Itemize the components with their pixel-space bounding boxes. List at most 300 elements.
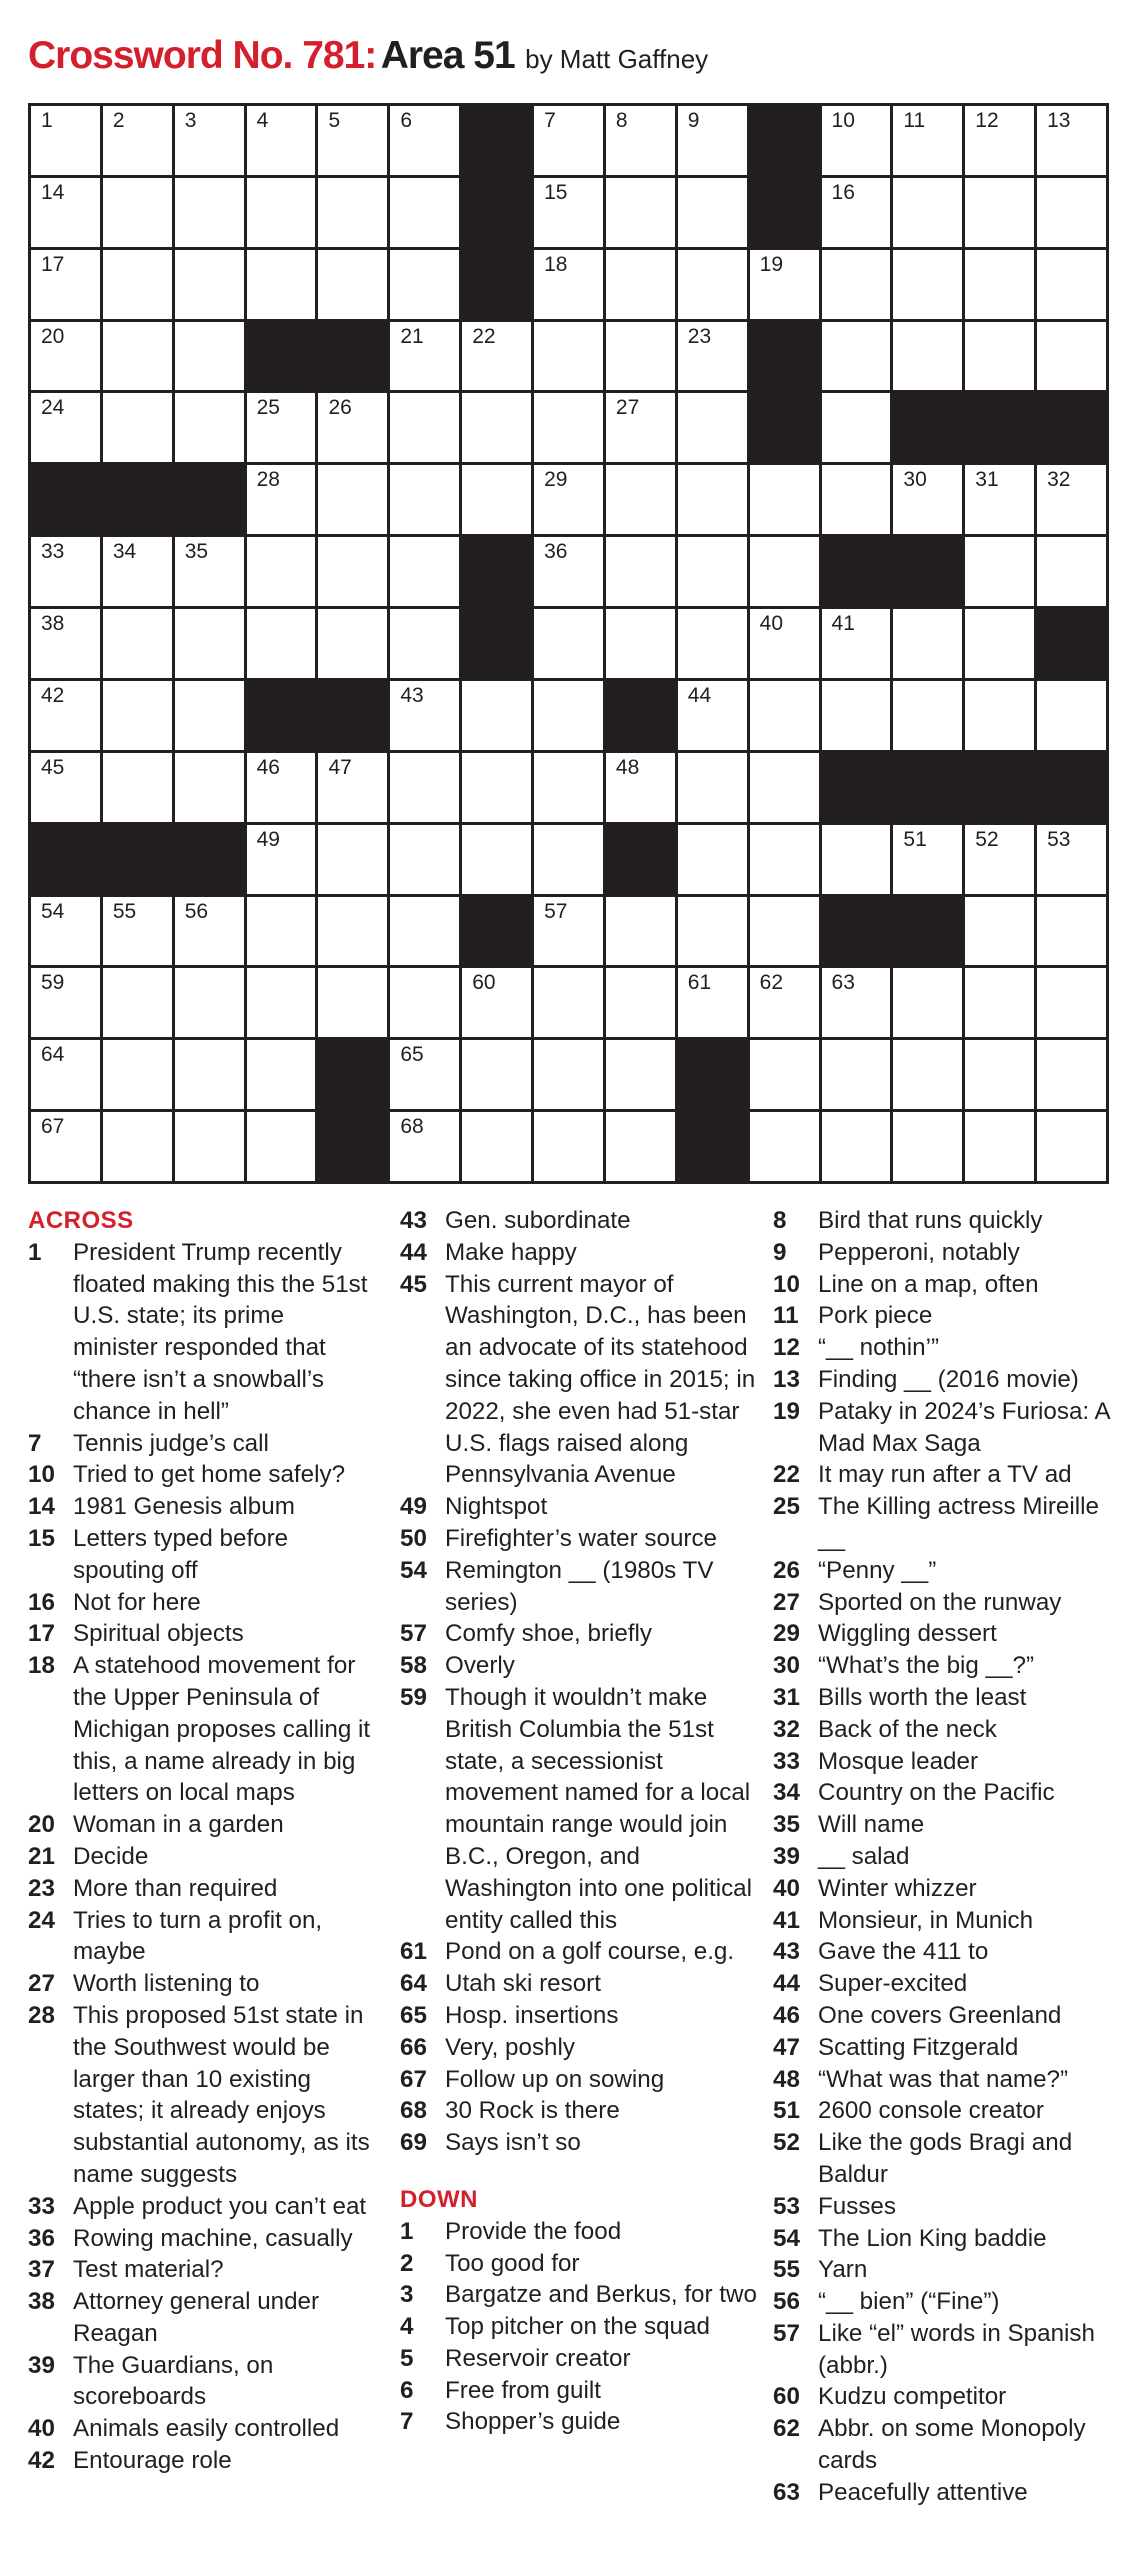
grid-cell[interactable] bbox=[678, 897, 747, 966]
grid-cell[interactable] bbox=[750, 609, 819, 678]
grid-cell[interactable] bbox=[247, 537, 316, 606]
grid-cell[interactable] bbox=[893, 106, 962, 175]
clue-item bbox=[400, 1618, 765, 1650]
grid-cell[interactable] bbox=[31, 897, 100, 966]
cell-number: 4 bbox=[256, 109, 269, 132]
grid-cell[interactable] bbox=[893, 1112, 962, 1181]
clue-number: 21 bbox=[28, 1842, 55, 1870]
grid-cell[interactable] bbox=[247, 897, 316, 966]
clue-text: It may run after a TV ad bbox=[818, 1461, 1072, 1489]
black-square bbox=[318, 1040, 387, 1109]
grid-cell[interactable] bbox=[390, 681, 459, 750]
grid-cell[interactable] bbox=[750, 897, 819, 966]
grid-cell[interactable] bbox=[822, 681, 891, 750]
grid-cell[interactable] bbox=[318, 609, 387, 678]
grid-cell[interactable] bbox=[175, 322, 244, 391]
grid-cell[interactable] bbox=[247, 465, 316, 534]
grid-cell[interactable] bbox=[678, 250, 747, 319]
clue-item bbox=[773, 2223, 1128, 2255]
clue-item bbox=[28, 1650, 373, 1809]
clue-number: 39 bbox=[773, 1842, 800, 1870]
cell-number: 38 bbox=[41, 612, 65, 636]
grid-cell[interactable] bbox=[534, 178, 603, 247]
grid-cell[interactable] bbox=[965, 609, 1034, 678]
grid-cell[interactable] bbox=[175, 106, 244, 175]
grid-cell[interactable] bbox=[390, 753, 459, 822]
grid-cell[interactable] bbox=[390, 106, 459, 175]
clue-item bbox=[773, 2032, 1128, 2064]
clue-column-3 bbox=[773, 1205, 1128, 2509]
clue-item bbox=[773, 1905, 1128, 1937]
cell-number: 67 bbox=[41, 1115, 65, 1139]
grid-cell[interactable] bbox=[822, 322, 891, 391]
grid-cell[interactable] bbox=[462, 681, 531, 750]
black-square bbox=[247, 681, 316, 750]
grid-cell[interactable] bbox=[175, 178, 244, 247]
grid-cell[interactable] bbox=[1037, 681, 1106, 750]
clue-item bbox=[28, 1523, 373, 1587]
grid-cell[interactable] bbox=[750, 825, 819, 894]
grid-cell[interactable] bbox=[678, 106, 747, 175]
grid-cell[interactable] bbox=[31, 393, 100, 462]
clue-text: Free from guilt bbox=[445, 2376, 601, 2404]
grid-cell[interactable] bbox=[606, 1112, 675, 1181]
cell-number: 33 bbox=[41, 540, 65, 564]
grid-cell[interactable] bbox=[318, 465, 387, 534]
grid-cell[interactable] bbox=[606, 393, 675, 462]
clue-text: Utah ski resort bbox=[445, 1970, 601, 1998]
puzzle-header bbox=[28, 34, 708, 82]
grid-cell[interactable] bbox=[390, 825, 459, 894]
clues-section bbox=[28, 1205, 1118, 2545]
grid-cell[interactable] bbox=[678, 178, 747, 247]
cell-number: 46 bbox=[256, 755, 280, 779]
grid-cell[interactable] bbox=[390, 609, 459, 678]
clue-text: Rowing machine, casually bbox=[73, 2224, 353, 2252]
grid-cell[interactable] bbox=[534, 537, 603, 606]
clue-number: 66 bbox=[400, 2033, 427, 2061]
cell-number: 3 bbox=[184, 109, 197, 132]
grid-cell[interactable] bbox=[31, 537, 100, 606]
clue-item bbox=[28, 1459, 373, 1491]
grid-cell[interactable] bbox=[103, 753, 172, 822]
clue-number: 4 bbox=[400, 2313, 414, 2341]
grid-cell[interactable] bbox=[965, 465, 1034, 534]
grid-cell[interactable] bbox=[678, 537, 747, 606]
clue-text: Gen. subordinate bbox=[445, 1207, 631, 1234]
grid-cell[interactable] bbox=[103, 250, 172, 319]
grid-cell[interactable] bbox=[893, 681, 962, 750]
clue-text: Make happy bbox=[445, 1238, 577, 1266]
grid-cell[interactable] bbox=[965, 537, 1034, 606]
grid-cell[interactable] bbox=[822, 1112, 891, 1181]
clue-item bbox=[28, 2413, 373, 2445]
grid-cell[interactable] bbox=[247, 1112, 316, 1181]
grid-cell[interactable] bbox=[893, 1040, 962, 1109]
clue-text: Abbr. on some Monopoly cards bbox=[818, 2415, 1086, 2475]
grid-cell[interactable] bbox=[678, 609, 747, 678]
clue-text: Sported on the runway bbox=[818, 1588, 1062, 1616]
grid-cell[interactable] bbox=[893, 322, 962, 391]
grid-cell[interactable] bbox=[678, 681, 747, 750]
grid-cell[interactable] bbox=[318, 393, 387, 462]
clue-text: Mosque leader bbox=[818, 1747, 979, 1775]
grid-cell[interactable] bbox=[534, 681, 603, 750]
grid-cell[interactable] bbox=[822, 178, 891, 247]
cell-number: 47 bbox=[328, 755, 352, 779]
cell-number: 64 bbox=[41, 1043, 65, 1067]
clue-item bbox=[400, 2216, 765, 2248]
grid-cell[interactable] bbox=[390, 897, 459, 966]
grid-cell[interactable] bbox=[606, 250, 675, 319]
grid-cell[interactable] bbox=[175, 897, 244, 966]
cell-number: 30 bbox=[903, 468, 927, 492]
grid-cell[interactable] bbox=[462, 393, 531, 462]
grid-cell[interactable] bbox=[534, 393, 603, 462]
grid-cell[interactable] bbox=[606, 537, 675, 606]
clue-item bbox=[28, 1841, 373, 1873]
grid-cell[interactable] bbox=[103, 537, 172, 606]
clue-number: 40 bbox=[28, 2415, 55, 2443]
clue-number: 29 bbox=[773, 1620, 800, 1648]
grid-cell[interactable] bbox=[1037, 465, 1106, 534]
clue-item bbox=[773, 1205, 1128, 1237]
grid-cell[interactable] bbox=[175, 681, 244, 750]
grid-cell[interactable] bbox=[965, 897, 1034, 966]
grid-cell[interactable] bbox=[103, 1112, 172, 1181]
grid-cell[interactable] bbox=[175, 250, 244, 319]
cell-number: 12 bbox=[975, 109, 999, 132]
grid-cell[interactable] bbox=[606, 465, 675, 534]
grid-cell[interactable] bbox=[822, 465, 891, 534]
grid-cell[interactable] bbox=[750, 1112, 819, 1181]
grid-cell[interactable] bbox=[893, 609, 962, 678]
grid-cell[interactable] bbox=[822, 1040, 891, 1109]
grid-cell[interactable] bbox=[678, 968, 747, 1037]
grid-cell[interactable] bbox=[822, 968, 891, 1037]
grid-cell[interactable] bbox=[31, 106, 100, 175]
clue-item bbox=[773, 1682, 1128, 1714]
grid-cell[interactable] bbox=[390, 1040, 459, 1109]
grid-cell[interactable] bbox=[31, 1040, 100, 1109]
cell-number: 17 bbox=[41, 252, 65, 276]
cell-number: 24 bbox=[41, 396, 65, 420]
grid-cell[interactable] bbox=[822, 250, 891, 319]
cell-number: 45 bbox=[41, 755, 65, 779]
grid-cell[interactable] bbox=[893, 465, 962, 534]
grid-cell[interactable] bbox=[965, 1040, 1034, 1109]
grid-cell[interactable] bbox=[462, 465, 531, 534]
clue-item bbox=[400, 1936, 765, 1968]
cell-number: 32 bbox=[1047, 468, 1071, 492]
grid-cell[interactable] bbox=[822, 106, 891, 175]
grid-cell[interactable] bbox=[103, 393, 172, 462]
clue-item bbox=[28, 2254, 373, 2286]
clue-text: This current mayor of Washington, D.C., has been an advocate of its statehood since taking office in 2015; in 2022, she even had 51-star U.S. flags raised along Pennsylvania Avenue bbox=[445, 1270, 756, 1489]
grid-cell[interactable] bbox=[390, 250, 459, 319]
cell-number: 18 bbox=[544, 252, 568, 276]
grid-cell[interactable] bbox=[31, 609, 100, 678]
grid-cell[interactable] bbox=[390, 393, 459, 462]
grid-cell[interactable] bbox=[318, 897, 387, 966]
cell-number: 20 bbox=[41, 324, 65, 348]
clue-number: 57 bbox=[773, 2319, 800, 2347]
grid-cell[interactable] bbox=[247, 250, 316, 319]
clue-text: Gave the 411 to bbox=[818, 1938, 989, 1966]
grid-cell[interactable] bbox=[1037, 968, 1106, 1037]
grid-cell[interactable] bbox=[534, 322, 603, 391]
clue-number: 55 bbox=[773, 2256, 800, 2284]
grid-cell[interactable] bbox=[31, 250, 100, 319]
grid-cell[interactable] bbox=[103, 609, 172, 678]
clue-item bbox=[28, 2445, 373, 2477]
grid-cell[interactable] bbox=[606, 1040, 675, 1109]
grid-cell[interactable] bbox=[606, 897, 675, 966]
grid-cell[interactable] bbox=[534, 1112, 603, 1181]
grid-cell[interactable] bbox=[462, 753, 531, 822]
grid-cell[interactable] bbox=[606, 178, 675, 247]
grid-cell[interactable] bbox=[1037, 825, 1106, 894]
grid-cell[interactable] bbox=[606, 106, 675, 175]
grid-cell[interactable] bbox=[318, 825, 387, 894]
grid-cell[interactable] bbox=[534, 897, 603, 966]
clue-item bbox=[400, 1269, 765, 1492]
clue-text: Test material? bbox=[73, 2256, 224, 2284]
grid-cell[interactable] bbox=[247, 178, 316, 247]
grid-cell[interactable] bbox=[1037, 250, 1106, 319]
grid-cell[interactable] bbox=[1037, 322, 1106, 391]
grid-cell[interactable] bbox=[606, 609, 675, 678]
clue-item bbox=[773, 1968, 1128, 2000]
clue-number: 60 bbox=[773, 2383, 800, 2411]
grid-cell[interactable] bbox=[1037, 537, 1106, 606]
clue-item bbox=[28, 1873, 373, 1905]
grid-cell[interactable] bbox=[534, 106, 603, 175]
grid-cell[interactable] bbox=[31, 968, 100, 1037]
cell-number: 31 bbox=[975, 468, 999, 492]
grid-cell[interactable] bbox=[534, 968, 603, 1037]
grid-cell[interactable] bbox=[103, 1040, 172, 1109]
grid-cell[interactable] bbox=[390, 322, 459, 391]
grid-cell[interactable] bbox=[318, 753, 387, 822]
grid-cell[interactable] bbox=[390, 465, 459, 534]
grid-cell[interactable] bbox=[534, 609, 603, 678]
grid-cell[interactable] bbox=[103, 106, 172, 175]
grid-cell[interactable] bbox=[678, 322, 747, 391]
grid-cell[interactable] bbox=[893, 178, 962, 247]
grid-cell[interactable] bbox=[462, 968, 531, 1037]
grid-cell[interactable] bbox=[750, 753, 819, 822]
clue-item bbox=[773, 2127, 1128, 2191]
grid-cell[interactable] bbox=[462, 322, 531, 391]
clue-text: Pataky in 2024’s Furiosa: A Mad Max Saga bbox=[818, 1397, 1110, 1457]
grid-cell[interactable] bbox=[175, 393, 244, 462]
cell-number: 68 bbox=[400, 1115, 424, 1139]
grid-cell[interactable] bbox=[750, 681, 819, 750]
grid-cell[interactable] bbox=[462, 825, 531, 894]
grid-cell[interactable] bbox=[534, 1040, 603, 1109]
grid-cell[interactable] bbox=[678, 753, 747, 822]
clue-item bbox=[400, 1968, 765, 2000]
grid-cell[interactable] bbox=[750, 250, 819, 319]
grid-cell[interactable] bbox=[534, 825, 603, 894]
clue-item bbox=[28, 2223, 373, 2255]
cell-number: 51 bbox=[903, 827, 927, 851]
grid-cell[interactable] bbox=[1037, 897, 1106, 966]
cell-number: 60 bbox=[472, 971, 496, 995]
clue-text: Though it wouldn’t make British Columbia the 51st state, a secessionist movement named for a local mountain range would join B.C., Oregon, and Washington into one political entity called this bbox=[445, 1683, 753, 1934]
clue-column-1 bbox=[28, 1205, 373, 2477]
grid-cell[interactable] bbox=[965, 968, 1034, 1037]
grid-cell[interactable] bbox=[750, 968, 819, 1037]
grid-cell[interactable] bbox=[965, 106, 1034, 175]
clue-text: Bills worth the least bbox=[818, 1683, 1027, 1711]
cell-number: 43 bbox=[400, 683, 424, 707]
grid-cell[interactable] bbox=[534, 250, 603, 319]
grid-cell[interactable] bbox=[31, 681, 100, 750]
grid-cell[interactable] bbox=[606, 322, 675, 391]
grid-cell[interactable] bbox=[247, 753, 316, 822]
grid-cell[interactable] bbox=[462, 1112, 531, 1181]
grid-cell[interactable] bbox=[965, 681, 1034, 750]
clue-number: 44 bbox=[400, 1238, 427, 1266]
clue-text: Will name bbox=[818, 1811, 925, 1839]
grid-cell[interactable] bbox=[103, 968, 172, 1037]
grid-cell[interactable] bbox=[31, 1112, 100, 1181]
grid-cell[interactable] bbox=[247, 609, 316, 678]
grid-cell[interactable] bbox=[31, 753, 100, 822]
black-square bbox=[175, 465, 244, 534]
grid-cell[interactable] bbox=[965, 1112, 1034, 1181]
grid-cell[interactable] bbox=[390, 178, 459, 247]
grid-cell[interactable] bbox=[1037, 1112, 1106, 1181]
clue-item bbox=[28, 2000, 373, 2191]
clue-item bbox=[28, 1587, 373, 1619]
grid-cell[interactable] bbox=[750, 465, 819, 534]
grid-cell[interactable] bbox=[247, 825, 316, 894]
black-square bbox=[462, 178, 531, 247]
grid-cell[interactable] bbox=[247, 106, 316, 175]
grid-cell[interactable] bbox=[750, 537, 819, 606]
grid-cell[interactable] bbox=[318, 250, 387, 319]
grid-cell[interactable] bbox=[678, 393, 747, 462]
grid-cell[interactable] bbox=[31, 178, 100, 247]
clue-item bbox=[400, 1205, 765, 1237]
grid-cell[interactable] bbox=[175, 537, 244, 606]
cell-number: 69 bbox=[687, 1115, 712, 1139]
grid-cell[interactable] bbox=[965, 250, 1034, 319]
clue-item bbox=[773, 1396, 1128, 1460]
grid-cell[interactable] bbox=[822, 825, 891, 894]
clue-number: 1 bbox=[400, 2217, 414, 2245]
black-square bbox=[893, 753, 962, 822]
grid-cell[interactable] bbox=[175, 609, 244, 678]
grid-cell[interactable] bbox=[965, 322, 1034, 391]
clue-number: 69 bbox=[400, 2129, 427, 2157]
grid-cell[interactable] bbox=[318, 537, 387, 606]
grid-cell[interactable] bbox=[103, 322, 172, 391]
grid-cell[interactable] bbox=[390, 1112, 459, 1181]
clue-text: Tried to get home safely? bbox=[73, 1461, 346, 1489]
grid-cell[interactable] bbox=[965, 178, 1034, 247]
clue-item bbox=[28, 2191, 373, 2223]
clue-item bbox=[773, 1364, 1128, 1396]
clue-item bbox=[773, 2000, 1128, 2032]
grid-cell[interactable] bbox=[247, 1040, 316, 1109]
clue-item bbox=[400, 2343, 765, 2375]
clue-number: 68 bbox=[400, 2097, 427, 2125]
black-square bbox=[462, 106, 531, 175]
black-square bbox=[678, 1112, 747, 1181]
grid-cell[interactable] bbox=[318, 178, 387, 247]
grid-cell[interactable] bbox=[534, 753, 603, 822]
grid-cell[interactable] bbox=[606, 753, 675, 822]
grid-cell[interactable] bbox=[893, 250, 962, 319]
grid-cell[interactable] bbox=[750, 1040, 819, 1109]
grid-cell[interactable] bbox=[678, 465, 747, 534]
grid-cell[interactable] bbox=[175, 1040, 244, 1109]
clue-text: Provide the food bbox=[445, 2217, 622, 2245]
grid-cell[interactable] bbox=[893, 825, 962, 894]
clue-number: 52 bbox=[773, 2129, 800, 2157]
clue-number: 41 bbox=[773, 1906, 800, 1934]
grid-cell[interactable] bbox=[318, 106, 387, 175]
clue-text: The Lion King baddie bbox=[818, 2224, 1047, 2252]
clue-number: 42 bbox=[28, 2447, 55, 2475]
grid-cell[interactable] bbox=[1037, 106, 1106, 175]
grid-cell[interactable] bbox=[678, 825, 747, 894]
clue-text: Bird that runs quickly bbox=[818, 1207, 1043, 1234]
grid-cell[interactable] bbox=[318, 968, 387, 1037]
clue-number: 33 bbox=[28, 2192, 55, 2220]
clue-item bbox=[773, 2477, 1128, 2509]
grid-cell[interactable] bbox=[103, 681, 172, 750]
clue-item bbox=[400, 2000, 765, 2032]
grid-cell[interactable] bbox=[1037, 1040, 1106, 1109]
grid-cell[interactable] bbox=[175, 1112, 244, 1181]
clue-number: 46 bbox=[773, 2001, 800, 2029]
cell-number: 34 bbox=[112, 540, 137, 564]
grid-cell[interactable] bbox=[175, 753, 244, 822]
grid-cell[interactable] bbox=[103, 897, 172, 966]
grid-cell[interactable] bbox=[606, 968, 675, 1037]
clue-number: 65 bbox=[400, 2001, 427, 2029]
grid-cell[interactable] bbox=[1037, 178, 1106, 247]
grid-cell[interactable] bbox=[390, 968, 459, 1037]
clue-text: Attorney general under Reagan bbox=[73, 2288, 320, 2347]
grid-cell[interactable] bbox=[965, 825, 1034, 894]
grid-cell[interactable] bbox=[893, 968, 962, 1037]
grid-cell[interactable] bbox=[822, 609, 891, 678]
clue-item bbox=[773, 2254, 1128, 2286]
black-square bbox=[893, 393, 962, 462]
cell-number: 37 bbox=[903, 540, 927, 564]
grid-cell[interactable] bbox=[247, 968, 316, 1037]
clue-column-2 bbox=[400, 1205, 765, 2438]
clue-text: More than required bbox=[73, 1874, 278, 1902]
clue-text: Pork piece bbox=[818, 1302, 933, 1330]
clue-number: 32 bbox=[773, 1715, 800, 1743]
grid-cell[interactable] bbox=[247, 393, 316, 462]
grid-cell[interactable] bbox=[175, 968, 244, 1037]
cell-number: 49 bbox=[256, 827, 280, 851]
grid-cell[interactable] bbox=[390, 537, 459, 606]
grid-cell[interactable] bbox=[103, 178, 172, 247]
grid-cell[interactable] bbox=[31, 322, 100, 391]
grid-cell[interactable] bbox=[534, 465, 603, 534]
grid-cell[interactable] bbox=[822, 393, 891, 462]
grid-cell[interactable] bbox=[462, 1040, 531, 1109]
